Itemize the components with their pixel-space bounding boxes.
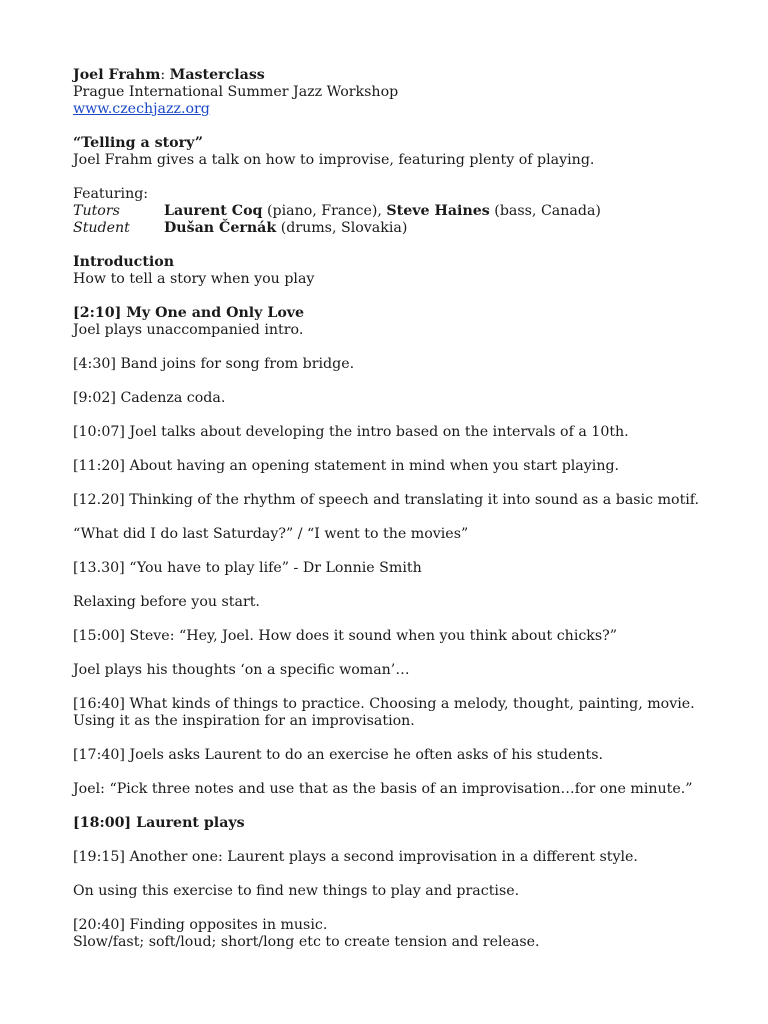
tutors-role: Tutors — [73, 203, 120, 219]
introduction-block — [73, 254, 728, 288]
tutor-info: (piano, France), — [262, 203, 387, 219]
timeline-entry: [9:02] Cadenza coda. — [73, 390, 226, 406]
timeline-entry — [73, 917, 728, 951]
timeline-entry: [12.20] Thinking of the rhythm of speech and translating it into sound as a basic motif. — [73, 492, 700, 508]
website-link[interactable]: www.czechjazz.org — [73, 101, 210, 117]
quote-entry: Joel: “Pick three notes and use that as the basis of an improvisation…for one minute.” — [73, 781, 693, 797]
featuring-label: Featuring: — [73, 186, 149, 202]
timeline-entry: [13.30] “You have to play life” - Dr Lonnie Smith — [73, 560, 422, 576]
note-entry: Joel plays his thoughts ‘on a specific woman’… — [73, 662, 410, 678]
story-block — [73, 135, 728, 169]
tutors-row — [73, 203, 728, 220]
timeline-entry — [73, 696, 728, 730]
timeline-entry: [4:30] Band joins for song from bridge. — [73, 356, 355, 372]
timeline-entry: [15:00] Steve: “Hey, Joel. How does it sound when you think about chicks?” — [73, 628, 618, 644]
note-entry: Relaxing before you start. — [73, 594, 260, 610]
entry-line: Slow/fast; soft/loud; short/long etc to create tension and release. — [73, 934, 540, 950]
story-description: Joel Frahm gives a talk on how to improvise, featuring plenty of playing. — [73, 152, 595, 168]
section-text: Joel plays unaccompanied intro. — [73, 322, 304, 338]
section-my-one-and-only-love — [73, 305, 728, 339]
tutor-name: Steve Haines — [386, 203, 490, 219]
featuring-block — [73, 186, 728, 237]
student-info: (drums, Slovakia) — [276, 220, 408, 236]
timeline-entry: [17:40] Joels asks Laurent to do an exercise he often asks of his students. — [73, 747, 604, 763]
section-heading-laurent-plays: [18:00] Laurent plays — [73, 815, 245, 831]
story-heading: “Telling a story” — [73, 135, 203, 151]
tutor-info: (bass, Canada) — [489, 203, 601, 219]
tutor-name: Laurent Coq — [164, 203, 263, 219]
introduction-heading: Introduction — [73, 254, 175, 270]
document-title: Joel Frahm: Masterclass — [73, 67, 265, 83]
student-row — [73, 220, 728, 237]
timeline-entry: [11:20] About having an opening statement in mind when you start playing. — [73, 458, 620, 474]
workshop-name: Prague International Summer Jazz Workshop — [73, 84, 399, 100]
quote-entry: “What did I do last Saturday?” / “I went to the movies” — [73, 526, 469, 542]
introduction-text: How to tell a story when you play — [73, 271, 315, 287]
student-role: Student — [73, 220, 130, 236]
note-entry: On using this exercise to find new things to play and practise. — [73, 883, 520, 899]
entry-line: Using it as the inspiration for an improvisation. — [73, 713, 415, 729]
student-name: Dušan Černák — [164, 220, 277, 236]
document-header — [73, 67, 728, 118]
timeline-entry: [19:15] Another one: Laurent plays a second improvisation in a different style. — [73, 849, 638, 865]
entry-line: [16:40] What kinds of things to practice. Choosing a melody, thought, painting, movie. — [73, 696, 695, 712]
entry-line: [20:40] Finding opposites in music. — [73, 917, 328, 933]
timeline-entry: [10:07] Joel talks about developing the intro based on the intervals of a 10th. — [73, 424, 629, 440]
section-heading: [2:10] My One and Only Love — [73, 305, 305, 321]
